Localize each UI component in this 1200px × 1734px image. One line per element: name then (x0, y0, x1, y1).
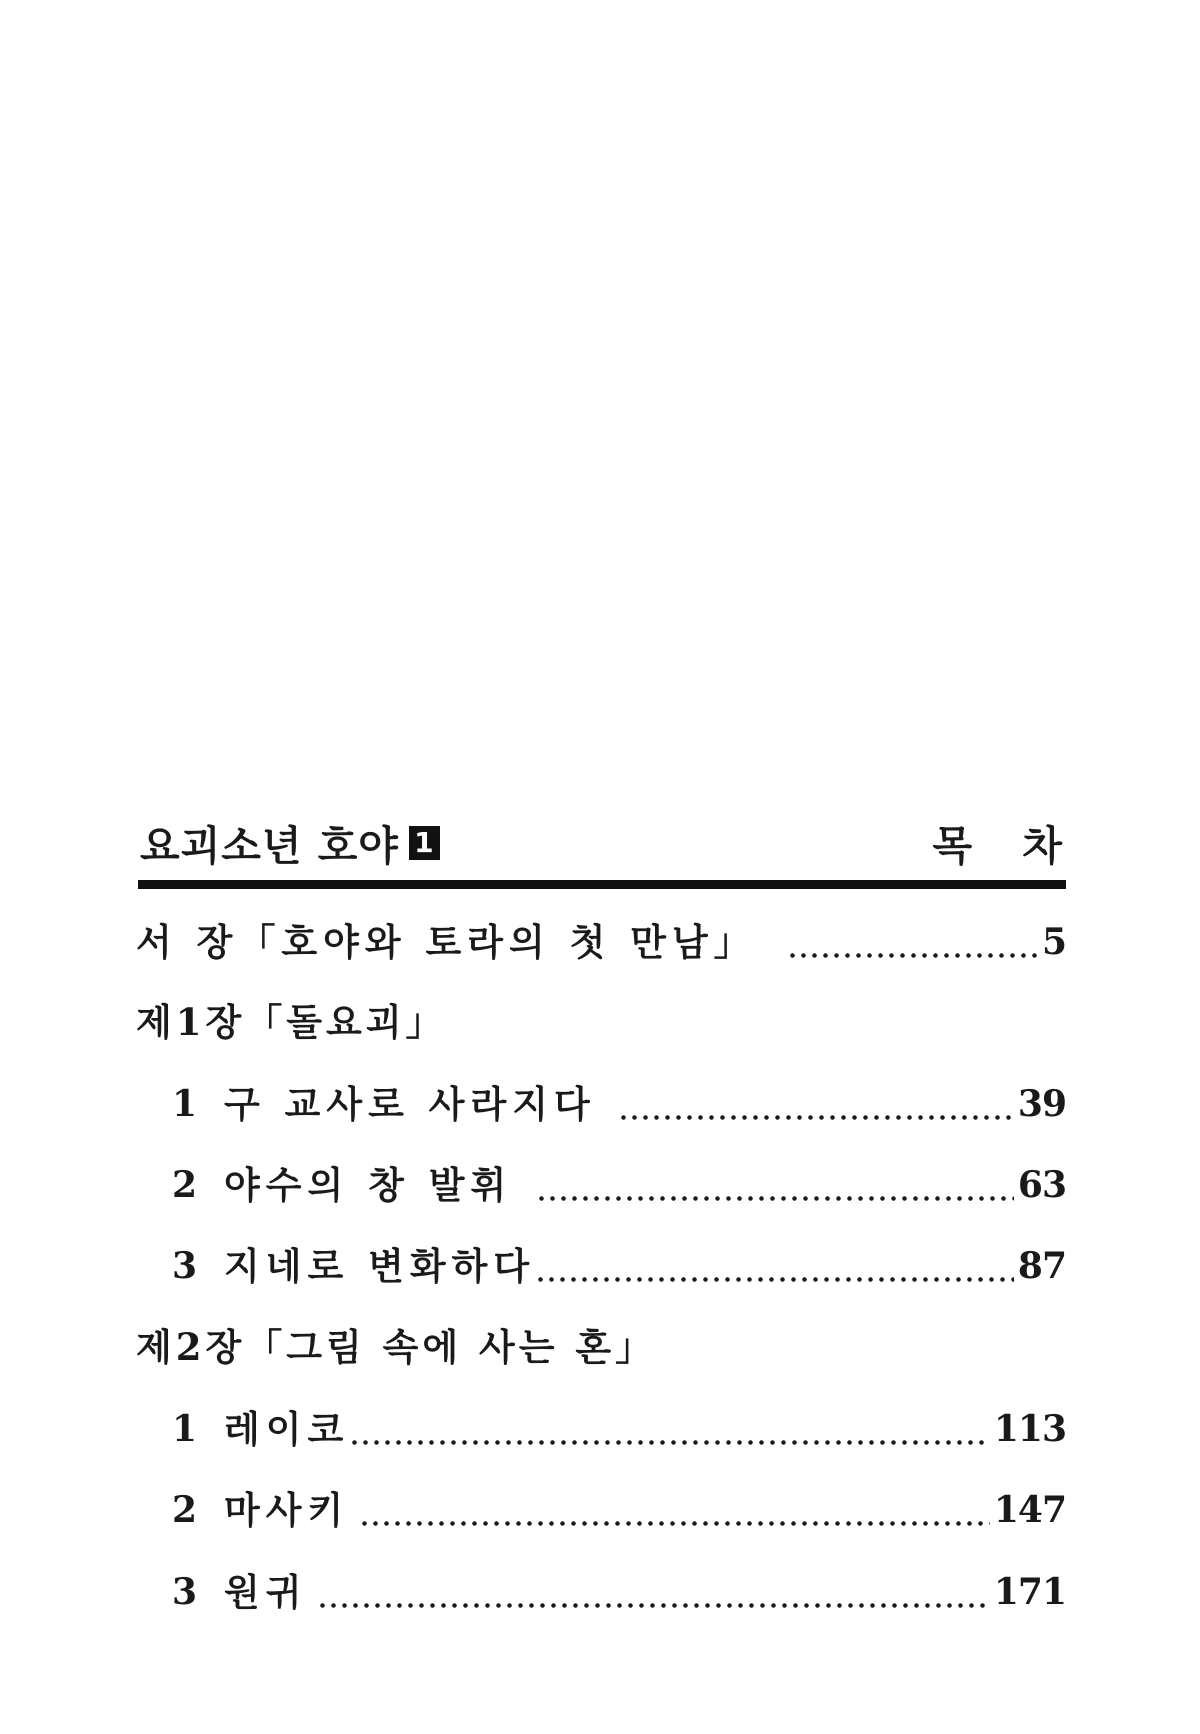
entry-label: 구 교사로 사라지다 (224, 1082, 596, 1126)
toc-entry-2-1[interactable] (138, 1407, 1066, 1451)
dot-leader (349, 1407, 990, 1451)
entry-number: 2 (172, 1164, 198, 1206)
chapter-label: 제2장「그림 속에 사는 혼」 (136, 1325, 657, 1369)
series-title (140, 813, 440, 872)
dot-leader (787, 920, 1038, 964)
entry-number: 3 (172, 1571, 198, 1613)
entry-number: 1 (172, 1408, 198, 1450)
toc-entry-2-2[interactable] (138, 1488, 1066, 1532)
entry-page: 147 (993, 1489, 1066, 1531)
toc-entry-2-3[interactable] (138, 1570, 1066, 1614)
chapter-label: 제1장「돌요괴」 (136, 1000, 447, 1044)
dot-leader (359, 1488, 990, 1532)
toc-chapter-1[interactable] (138, 1000, 1066, 1044)
toc-entry-prologue[interactable] (138, 920, 1066, 964)
entry-label: 야수의 창 발휘 (224, 1163, 513, 1207)
toc-chapter-2[interactable] (138, 1325, 1066, 1369)
entry-label: 레이코 (224, 1407, 350, 1451)
dot-leader (536, 1163, 1014, 1207)
entry-page: 39 (1017, 1083, 1066, 1125)
entry-label: 원귀 (224, 1570, 308, 1614)
entry-number: 1 (172, 1083, 198, 1125)
header-rule (138, 880, 1066, 889)
toc-entry-1-3[interactable] (138, 1244, 1066, 1288)
entry-label: 마사키 (224, 1488, 350, 1532)
toc-header (138, 820, 1080, 880)
toc-entry-1-1[interactable] (138, 1082, 1066, 1126)
toc-entry-1-2[interactable] (138, 1163, 1066, 1207)
entry-page: 87 (1017, 1245, 1066, 1287)
entry-number: 2 (172, 1489, 198, 1531)
entry-page: 5 (1041, 921, 1066, 963)
contents-title: 목 차 (932, 822, 1080, 870)
entry-page: 171 (993, 1571, 1066, 1613)
table-of-contents (136, 820, 1080, 1614)
dot-leader (535, 1244, 1014, 1288)
entry-page: 63 (1017, 1164, 1066, 1206)
entry-label: 지네로 변화하다 (224, 1244, 536, 1288)
volume-badge: 1 (409, 826, 440, 860)
dot-leader (317, 1570, 989, 1614)
entry-number: 3 (172, 1245, 198, 1287)
entry-label: 서 장「호야와 토라의 첫 만남」 (136, 920, 757, 964)
entry-page: 113 (993, 1408, 1066, 1450)
dot-leader (618, 1082, 1014, 1126)
series-title-text: 요괴소년 호야 (140, 822, 399, 870)
